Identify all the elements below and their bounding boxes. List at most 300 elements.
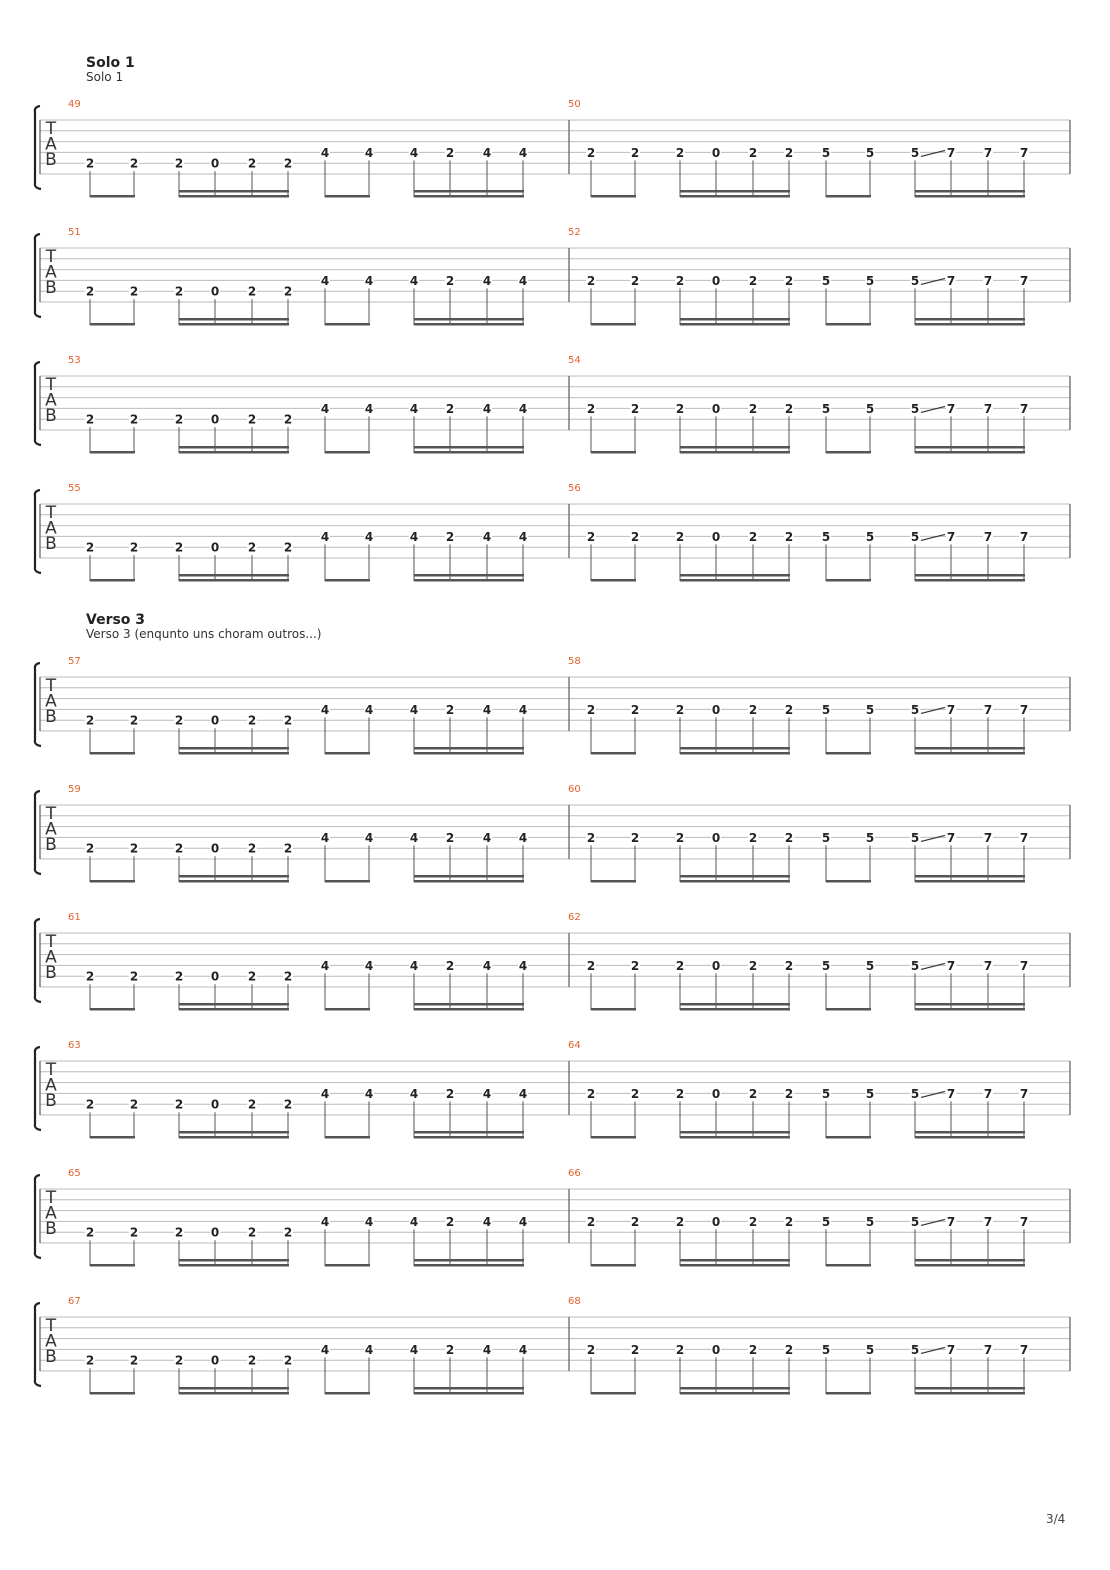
beam: [591, 1136, 636, 1139]
beam: [826, 451, 871, 454]
fret-number: 2: [445, 1342, 455, 1357]
fret-number: 5: [910, 1214, 920, 1229]
fret-number: 0: [711, 958, 721, 973]
fret-number: 4: [364, 1086, 374, 1101]
fret-number: 2: [748, 401, 758, 416]
fret-number: 7: [983, 830, 993, 845]
fret-number: 2: [784, 1086, 794, 1101]
beam: [826, 1392, 871, 1395]
tab-clef-letter: T: [45, 1188, 57, 1208]
fret-number: 2: [283, 412, 293, 427]
fret-number: 2: [630, 830, 640, 845]
beam: [680, 1259, 790, 1262]
fret-number: 5: [865, 702, 875, 717]
fret-number: 4: [482, 401, 492, 416]
fret-number: 2: [174, 713, 184, 728]
fret-number: 7: [983, 1214, 993, 1229]
fret-number: 4: [320, 145, 330, 160]
fret-number: 4: [409, 145, 419, 160]
fret-number: 4: [518, 702, 528, 717]
fret-number: 2: [85, 156, 95, 171]
beam: [680, 747, 790, 750]
fret-number: 2: [174, 540, 184, 555]
fret-number: 7: [983, 529, 993, 544]
fret-number: 4: [518, 273, 528, 288]
fret-number: 2: [174, 412, 184, 427]
beam: [915, 195, 1025, 198]
fret-number: 5: [821, 830, 831, 845]
bar-number: 55: [68, 483, 81, 494]
beam: [90, 752, 135, 755]
beam: [591, 752, 636, 755]
bar-number: 59: [68, 784, 81, 795]
bar-number: 68: [568, 1296, 581, 1307]
fret-number: 4: [518, 529, 528, 544]
fret-number: 2: [748, 702, 758, 717]
fret-number: 0: [210, 969, 220, 984]
fret-number: 2: [445, 145, 455, 160]
fret-number: 5: [865, 273, 875, 288]
fret-number: 7: [946, 1214, 956, 1229]
fret-number: 4: [364, 273, 374, 288]
fret-number: 5: [821, 1342, 831, 1357]
fret-number: 4: [482, 1086, 492, 1101]
bar-number: 63: [68, 1040, 81, 1051]
beam: [680, 875, 790, 878]
fret-number: 2: [283, 713, 293, 728]
fret-number: 2: [174, 969, 184, 984]
slide-mark: [921, 1219, 945, 1225]
slide-mark: [921, 707, 945, 713]
fret-number: 2: [586, 273, 596, 288]
fret-number: 7: [1019, 830, 1029, 845]
fret-number: 4: [364, 145, 374, 160]
slide-mark: [921, 835, 945, 841]
fret-number: 2: [586, 958, 596, 973]
fret-number: 0: [711, 1214, 721, 1229]
fret-number: 7: [1019, 273, 1029, 288]
beam: [90, 451, 135, 454]
tab-system: [35, 227, 1070, 326]
fret-number: 2: [675, 1086, 685, 1101]
fret-number: 4: [364, 529, 374, 544]
fret-number: 5: [865, 1086, 875, 1101]
fret-number: 2: [174, 841, 184, 856]
beam: [90, 1136, 135, 1139]
fret-number: 4: [409, 1214, 419, 1229]
beam: [179, 1264, 289, 1267]
fret-number: 2: [445, 1086, 455, 1101]
fret-number: 2: [784, 145, 794, 160]
fret-number: 4: [409, 958, 419, 973]
fret-number: 5: [821, 145, 831, 160]
fret-number: 0: [711, 273, 721, 288]
fret-number: 0: [711, 830, 721, 845]
fret-number: 5: [865, 1214, 875, 1229]
slide-mark: [921, 150, 945, 156]
fret-number: 2: [586, 1086, 596, 1101]
beam: [179, 1136, 289, 1139]
fret-number: 4: [409, 702, 419, 717]
fret-number: 4: [482, 1214, 492, 1229]
beam: [680, 1003, 790, 1006]
fret-number: 2: [85, 713, 95, 728]
bar-number: 54: [568, 355, 581, 366]
tab-system: [35, 355, 1070, 454]
beam: [915, 752, 1025, 755]
fret-number: 5: [865, 830, 875, 845]
fret-number: 2: [630, 1086, 640, 1101]
fret-number: 0: [711, 401, 721, 416]
fret-number: 2: [586, 529, 596, 544]
fret-number: 7: [946, 1086, 956, 1101]
fret-number: 2: [586, 1342, 596, 1357]
fret-number: 0: [210, 1225, 220, 1240]
fret-number: 2: [247, 156, 257, 171]
beam: [325, 579, 370, 582]
fret-number: 2: [748, 529, 758, 544]
bar-number: 53: [68, 355, 81, 366]
beam: [915, 1008, 1025, 1011]
fret-number: 2: [748, 1086, 758, 1101]
fret-number: 0: [210, 713, 220, 728]
beam: [414, 880, 524, 883]
fret-number: 2: [784, 702, 794, 717]
beam: [680, 1136, 790, 1139]
fret-number: 5: [910, 830, 920, 845]
fret-number: 2: [784, 529, 794, 544]
beam: [179, 195, 289, 198]
fret-number: 4: [364, 1342, 374, 1357]
fret-number: 2: [675, 529, 685, 544]
beam: [414, 318, 524, 321]
fret-number: 5: [910, 529, 920, 544]
tab-clef-letter: T: [45, 676, 57, 696]
tab-clef-letter: T: [45, 804, 57, 824]
tab-clef-letter: A: [45, 1331, 57, 1352]
fret-number: 2: [85, 841, 95, 856]
fret-number: 7: [983, 1342, 993, 1357]
tab-system: [35, 1168, 1070, 1267]
beam: [179, 1131, 289, 1134]
fret-number: 7: [946, 273, 956, 288]
fret-number: 2: [445, 702, 455, 717]
beam: [915, 446, 1025, 449]
fret-number: 2: [586, 702, 596, 717]
tab-clef-letter: B: [45, 835, 57, 855]
fret-number: 0: [711, 145, 721, 160]
fret-number: 5: [865, 1342, 875, 1357]
fret-number: 4: [320, 830, 330, 845]
beam: [414, 195, 524, 198]
beam: [90, 1008, 135, 1011]
beam: [826, 323, 871, 326]
fret-number: 2: [784, 1214, 794, 1229]
beam: [90, 1392, 135, 1395]
fret-number: 4: [518, 830, 528, 845]
fret-number: 0: [711, 529, 721, 544]
fret-number: 5: [821, 529, 831, 544]
beam: [826, 579, 871, 582]
slide-mark: [921, 406, 945, 412]
fret-number: 5: [865, 145, 875, 160]
beam: [680, 1392, 790, 1395]
beam: [591, 579, 636, 582]
fret-number: 2: [174, 156, 184, 171]
beam: [179, 1387, 289, 1390]
beam: [680, 579, 790, 582]
fret-number: 2: [748, 145, 758, 160]
fret-number: 4: [409, 401, 419, 416]
fret-number: 2: [283, 1353, 293, 1368]
fret-number: 2: [445, 273, 455, 288]
fret-number: 2: [630, 1214, 640, 1229]
beam: [591, 195, 636, 198]
fret-number: 2: [129, 713, 139, 728]
fret-number: 2: [445, 958, 455, 973]
tab-clef-letter: A: [45, 518, 57, 539]
tab-system: [35, 1296, 1070, 1395]
fret-number: 5: [910, 145, 920, 160]
fret-number: 2: [247, 540, 257, 555]
tab-clef-letter: A: [45, 691, 57, 712]
beam: [915, 1264, 1025, 1267]
fret-number: 2: [283, 841, 293, 856]
beam: [915, 1392, 1025, 1395]
tab-clef-letter: A: [45, 390, 57, 411]
beam: [591, 451, 636, 454]
bar-number: 50: [568, 99, 581, 110]
fret-number: 7: [946, 529, 956, 544]
fret-number: 5: [821, 1214, 831, 1229]
beam: [179, 875, 289, 878]
tab-clef-letter: T: [45, 119, 57, 139]
fret-number: 4: [482, 529, 492, 544]
fret-number: 7: [946, 1342, 956, 1357]
fret-number: 7: [1019, 1342, 1029, 1357]
fret-number: 2: [630, 529, 640, 544]
bar-number: 65: [68, 1168, 81, 1179]
fret-number: 2: [129, 841, 139, 856]
fret-number: 2: [586, 401, 596, 416]
bar-number: 67: [68, 1296, 81, 1307]
fret-number: 2: [283, 540, 293, 555]
beam: [325, 1008, 370, 1011]
beam: [915, 1387, 1025, 1390]
tab-clef-letter: B: [45, 963, 57, 983]
fret-number: 2: [247, 841, 257, 856]
beam: [179, 1008, 289, 1011]
beam: [179, 190, 289, 193]
fret-number: 2: [283, 284, 293, 299]
tab-clef-letter: A: [45, 1075, 57, 1096]
beam: [915, 1003, 1025, 1006]
fret-number: 4: [409, 273, 419, 288]
fret-number: 2: [174, 1097, 184, 1112]
beam: [680, 318, 790, 321]
tab-clef-letter: T: [45, 375, 57, 395]
beam: [826, 752, 871, 755]
fret-number: 0: [210, 412, 220, 427]
fret-number: 2: [85, 412, 95, 427]
fret-number: 4: [364, 1214, 374, 1229]
bar-number: 56: [568, 483, 581, 494]
beam: [90, 1264, 135, 1267]
fret-number: 2: [85, 969, 95, 984]
fret-number: 4: [518, 1342, 528, 1357]
beam: [826, 1264, 871, 1267]
beam: [680, 752, 790, 755]
fret-number: 4: [409, 1342, 419, 1357]
beam: [915, 1259, 1025, 1262]
fret-number: 4: [320, 529, 330, 544]
fret-number: 4: [518, 145, 528, 160]
fret-number: 4: [364, 830, 374, 845]
fret-number: 2: [784, 273, 794, 288]
fret-number: 5: [910, 1086, 920, 1101]
fret-number: 2: [586, 1214, 596, 1229]
tab-clef-letter: T: [45, 1060, 57, 1080]
tab-system: [35, 912, 1070, 1011]
beam: [179, 1003, 289, 1006]
fret-number: 2: [675, 145, 685, 160]
fret-number: 2: [85, 284, 95, 299]
fret-number: 0: [711, 702, 721, 717]
beam: [826, 1008, 871, 1011]
beam: [915, 323, 1025, 326]
beam: [680, 1264, 790, 1267]
fret-number: 0: [210, 1097, 220, 1112]
fret-number: 5: [821, 401, 831, 416]
fret-number: 4: [320, 273, 330, 288]
beam: [915, 1131, 1025, 1134]
fret-number: 4: [320, 1214, 330, 1229]
fret-number: 7: [983, 1086, 993, 1101]
tab-clef-letter: A: [45, 1203, 57, 1224]
fret-number: 2: [586, 145, 596, 160]
beam: [325, 1392, 370, 1395]
beam: [915, 190, 1025, 193]
tab-clef-letter: A: [45, 947, 57, 968]
tab-clef-letter: B: [45, 278, 57, 298]
beam: [414, 1136, 524, 1139]
beam: [414, 1131, 524, 1134]
beam: [680, 880, 790, 883]
beam: [179, 318, 289, 321]
fret-number: 2: [675, 702, 685, 717]
fret-number: 0: [210, 284, 220, 299]
fret-number: 2: [784, 958, 794, 973]
fret-number: 5: [821, 1086, 831, 1101]
fret-number: 7: [983, 958, 993, 973]
fret-number: 2: [784, 830, 794, 845]
fret-number: 0: [210, 1353, 220, 1368]
fret-number: 2: [283, 156, 293, 171]
fret-number: 5: [910, 1342, 920, 1357]
fret-number: 2: [283, 1097, 293, 1112]
fret-number: 2: [748, 273, 758, 288]
fret-number: 7: [983, 273, 993, 288]
fret-number: 2: [247, 1097, 257, 1112]
slide-mark: [921, 534, 945, 540]
fret-number: 4: [364, 702, 374, 717]
fret-number: 7: [946, 830, 956, 845]
fret-number: 4: [364, 958, 374, 973]
beam: [680, 323, 790, 326]
beam: [414, 574, 524, 577]
beam: [414, 1008, 524, 1011]
section-title: Verso 3: [86, 612, 146, 628]
fret-number: 2: [748, 958, 758, 973]
beam: [915, 1136, 1025, 1139]
beam: [414, 446, 524, 449]
bar-number: 57: [68, 656, 81, 667]
fret-number: 4: [320, 958, 330, 973]
fret-number: 7: [946, 958, 956, 973]
bar-number: 51: [68, 227, 81, 238]
fret-number: 2: [630, 145, 640, 160]
tab-clef-letter: B: [45, 534, 57, 554]
fret-number: 2: [247, 412, 257, 427]
fret-number: 2: [247, 284, 257, 299]
fret-number: 7: [1019, 1214, 1029, 1229]
fret-number: 2: [675, 1214, 685, 1229]
fret-number: 2: [283, 1225, 293, 1240]
fret-number: 4: [518, 401, 528, 416]
page-number: 3/4: [1046, 1512, 1066, 1526]
beam: [591, 1392, 636, 1395]
fret-number: 2: [247, 1353, 257, 1368]
beam: [591, 1264, 636, 1267]
beam: [325, 1136, 370, 1139]
beam: [414, 747, 524, 750]
beam: [680, 190, 790, 193]
beam: [325, 323, 370, 326]
fret-number: 7: [1019, 702, 1029, 717]
fret-number: 4: [409, 1086, 419, 1101]
fret-number: 2: [85, 1353, 95, 1368]
section-title: Solo 1: [86, 55, 135, 71]
beam: [915, 318, 1025, 321]
beam: [680, 1131, 790, 1134]
bar-number: 66: [568, 1168, 581, 1179]
fret-number: 2: [675, 273, 685, 288]
beam: [915, 579, 1025, 582]
bar-number: 64: [568, 1040, 581, 1051]
beam: [915, 451, 1025, 454]
beam: [680, 574, 790, 577]
section-subtitle: Solo 1: [86, 70, 124, 84]
fret-number: 2: [85, 1097, 95, 1112]
beam: [325, 1264, 370, 1267]
fret-number: 2: [445, 529, 455, 544]
beam: [591, 1008, 636, 1011]
fret-number: 2: [129, 540, 139, 555]
beam: [90, 195, 135, 198]
fret-number: 5: [910, 958, 920, 973]
tab-clef-letter: B: [45, 406, 57, 426]
fret-number: 4: [518, 958, 528, 973]
tab-system: [35, 784, 1070, 883]
tab-clef-letter: T: [45, 247, 57, 267]
fret-number: 2: [174, 1225, 184, 1240]
tab-clef-letter: B: [45, 1219, 57, 1239]
beam: [414, 1003, 524, 1006]
beam: [414, 1264, 524, 1267]
fret-number: 2: [129, 412, 139, 427]
beam: [325, 451, 370, 454]
fret-number: 2: [675, 830, 685, 845]
